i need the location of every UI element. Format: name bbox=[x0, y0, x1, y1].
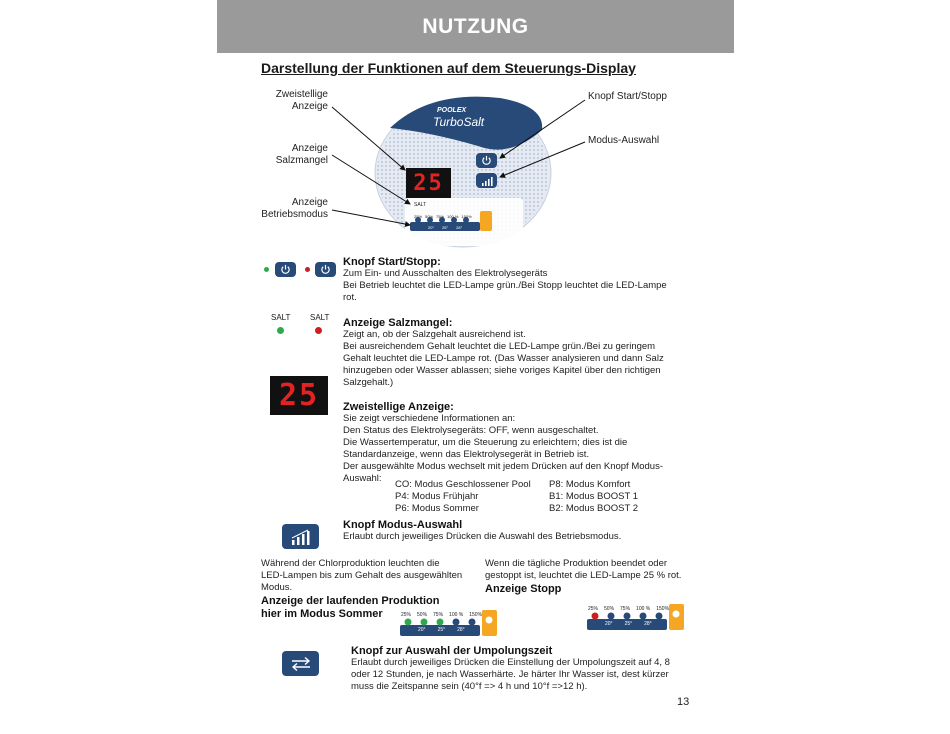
start-stop-button-red-example[interactable] bbox=[315, 262, 336, 277]
text-line: Bei Betrieb leuchtet die LED-Lampe grün./Bei Stopp leuchtet die LED-Lampe bbox=[343, 280, 667, 291]
salt-led-red bbox=[315, 327, 322, 334]
heading-line: Anzeige der laufenden Produktion bbox=[261, 595, 440, 607]
mode-item: CO: Modus Geschlossener Pool bbox=[395, 479, 531, 490]
salt-text bbox=[343, 329, 688, 389]
percent-label: 100 % bbox=[449, 612, 464, 618]
mode-item: P4: Modus Frühjahr bbox=[395, 491, 479, 502]
brand-poolex: POOLEX bbox=[437, 107, 467, 114]
mode-item: B1: Modus BOOST 1 bbox=[549, 491, 639, 502]
temp-label: 28° bbox=[644, 621, 652, 627]
callout-mode-selection: Modus-Auswahl bbox=[588, 135, 660, 146]
running-temp-labels bbox=[418, 627, 465, 633]
salt-led-green bbox=[277, 327, 284, 334]
salt-heading: Anzeige Salzmangel: bbox=[343, 317, 453, 329]
device-percent-label: 25% bbox=[414, 214, 423, 219]
percent-label: 150% bbox=[656, 606, 670, 612]
percent-label: 25% bbox=[401, 612, 412, 618]
callout-start-stop-button: Knopf Start/Stopp bbox=[588, 91, 667, 102]
text-line: Standardanzeige, wenn das Elektrolysegerät in Betrieb ist. bbox=[343, 449, 590, 460]
text-line: LED-Lampen bis zum Gehalt des ausgewählten bbox=[261, 570, 463, 581]
text-line: hinzugeben oder Wasser ablassen; siehe voriges Kapitel über den richtigen bbox=[343, 365, 661, 376]
production-running-text bbox=[261, 558, 481, 594]
led-green-dot bbox=[264, 267, 269, 272]
production-stop-text bbox=[485, 558, 715, 582]
text-line: Salzgehalt.) bbox=[343, 377, 394, 388]
percent-label: 75% bbox=[433, 612, 444, 618]
stop-temp-labels bbox=[605, 621, 652, 627]
text-line: Auswahl: bbox=[343, 473, 382, 484]
led-panel-stop bbox=[585, 600, 689, 632]
text-line: Erlaubt durch jeweiliges Drücken die Einstellung der Umpolungszeit auf 4, 8 bbox=[351, 657, 670, 668]
temp-label: 28° bbox=[457, 627, 465, 633]
start-stop-heading: Knopf Start/Stopp: bbox=[343, 256, 441, 268]
led-panel-running bbox=[398, 606, 502, 638]
callout-arrows bbox=[0, 0, 950, 260]
salt-label-green: SALT bbox=[271, 313, 291, 322]
start-stop-button-green-example[interactable] bbox=[275, 262, 296, 277]
page-number: 13 bbox=[677, 696, 690, 708]
device-percent-label: 100 % bbox=[447, 214, 459, 219]
temp-label: 20° bbox=[605, 621, 613, 627]
callout-salt-shortage: Anzeige Salzmangel bbox=[275, 143, 328, 166]
text-line: Modus. bbox=[261, 582, 293, 593]
start-stop-text bbox=[343, 268, 688, 304]
text-line: oder 12 Stunden, je nach Wasserhärte. Je härter Ihr Wasser ist, dest kürzer bbox=[351, 669, 669, 680]
mode-button-example[interactable] bbox=[282, 524, 319, 549]
device-percent-label: 150% bbox=[461, 214, 472, 219]
temp-label: 25° bbox=[624, 621, 633, 627]
power-icon bbox=[280, 264, 291, 275]
page-header-title: NUTZUNG bbox=[422, 14, 529, 38]
percent-label: 150% bbox=[469, 612, 483, 618]
temp-label: 25° bbox=[437, 627, 446, 633]
mode-item: P8: Modus Komfort bbox=[549, 479, 631, 490]
percent-label: 50% bbox=[604, 606, 615, 612]
temp-label: 20° bbox=[418, 627, 426, 633]
device-percent-label: 75% bbox=[436, 214, 445, 219]
device-temp-label: 20° bbox=[428, 225, 435, 230]
device-temp-label: 25° bbox=[442, 225, 449, 230]
brand-turbosalt: TurboSalt bbox=[433, 115, 485, 129]
mode-item: B2: Modus BOOST 2 bbox=[549, 503, 639, 514]
display-heading: Zweistellige Anzeige: bbox=[343, 401, 454, 413]
text-line: Wenn die tägliche Produktion beendet oder bbox=[485, 558, 668, 569]
percent-label: 100 % bbox=[636, 606, 651, 612]
text-line: Während der Chlorproduktion leuchten die bbox=[261, 558, 440, 569]
text-line: Den Status des Elektrolysegeräts: OFF, wenn ausgeschaltet. bbox=[343, 425, 599, 436]
swap-arrows-icon bbox=[290, 656, 312, 672]
polarity-text bbox=[351, 657, 696, 693]
text-line: Bei ausreichendem Gehalt leuchtet die LED-Lampe grün./Bei zu geringem bbox=[343, 341, 656, 352]
polarity-heading: Knopf zur Auswahl der Umpolungszeit bbox=[351, 645, 553, 657]
heading-line: hier im Modus Sommer bbox=[261, 608, 383, 620]
salt-label-red: SALT bbox=[310, 313, 330, 322]
percent-label: 50% bbox=[417, 612, 428, 618]
modes-right-list bbox=[549, 479, 638, 515]
device-temp-label: 28° bbox=[456, 225, 463, 230]
text-line: Die Wassertemperatur, um die Steuerung zu erleichtern; dies ist die bbox=[343, 437, 628, 448]
text-line: muss die Zeitspanne sein (40°f => 4 h und 10°f =>12 h). bbox=[351, 681, 588, 692]
callout-two-digit-display: Zweistellige Anzeige bbox=[275, 89, 328, 112]
polarity-button-example[interactable] bbox=[282, 651, 319, 676]
text-line: Sie zeigt verschiedene Informationen an: bbox=[343, 413, 516, 424]
callout-operating-mode: Anzeige Betriebsmodus bbox=[261, 197, 328, 220]
running-percent-labels bbox=[401, 612, 482, 618]
text-line: Der ausgewählte Modus wechselt mit jedem Drücken auf den Knopf Modus- bbox=[343, 461, 663, 472]
device-seven-segment-display: 25 bbox=[406, 168, 451, 198]
seven-segment-display-example: 25 bbox=[270, 376, 328, 415]
text-line: gestoppt ist, leuchtet die LED-Lampe 25 % rot. bbox=[485, 570, 682, 581]
display-text bbox=[343, 413, 688, 485]
stop-percent-labels bbox=[588, 606, 669, 612]
device-salt-label: SALT bbox=[414, 202, 427, 208]
text-line: rot. bbox=[343, 292, 357, 303]
text-line: Gehalt leuchtet die LED-Lampe rot. (Das Wasser analysieren und dann Salz bbox=[343, 353, 664, 364]
text-line: Zeigt an, ob der Salzgehalt ausreichend ist. bbox=[343, 329, 526, 340]
mode-chart-icon bbox=[291, 529, 311, 545]
modes-left-list bbox=[395, 479, 531, 515]
production-stop-heading: Anzeige Stopp bbox=[485, 583, 562, 595]
percent-label: 75% bbox=[620, 606, 631, 612]
mode-button-text: Erlaubt durch jeweiliges Drücken die Auswahl des Betriebsmodus. bbox=[343, 531, 622, 542]
mode-item: P6: Modus Sommer bbox=[395, 503, 479, 514]
text-line: Zum Ein- und Ausschalten des Elektrolysegeräts bbox=[343, 268, 548, 279]
device-percent-label: 50% bbox=[425, 214, 434, 219]
mode-button-heading: Knopf Modus-Auswahl bbox=[343, 519, 463, 531]
power-icon bbox=[320, 264, 331, 275]
led-red-dot bbox=[305, 267, 310, 272]
percent-label: 25% bbox=[588, 606, 599, 612]
section-title: Darstellung der Funktionen auf dem Steuerungs-Display bbox=[261, 60, 636, 76]
